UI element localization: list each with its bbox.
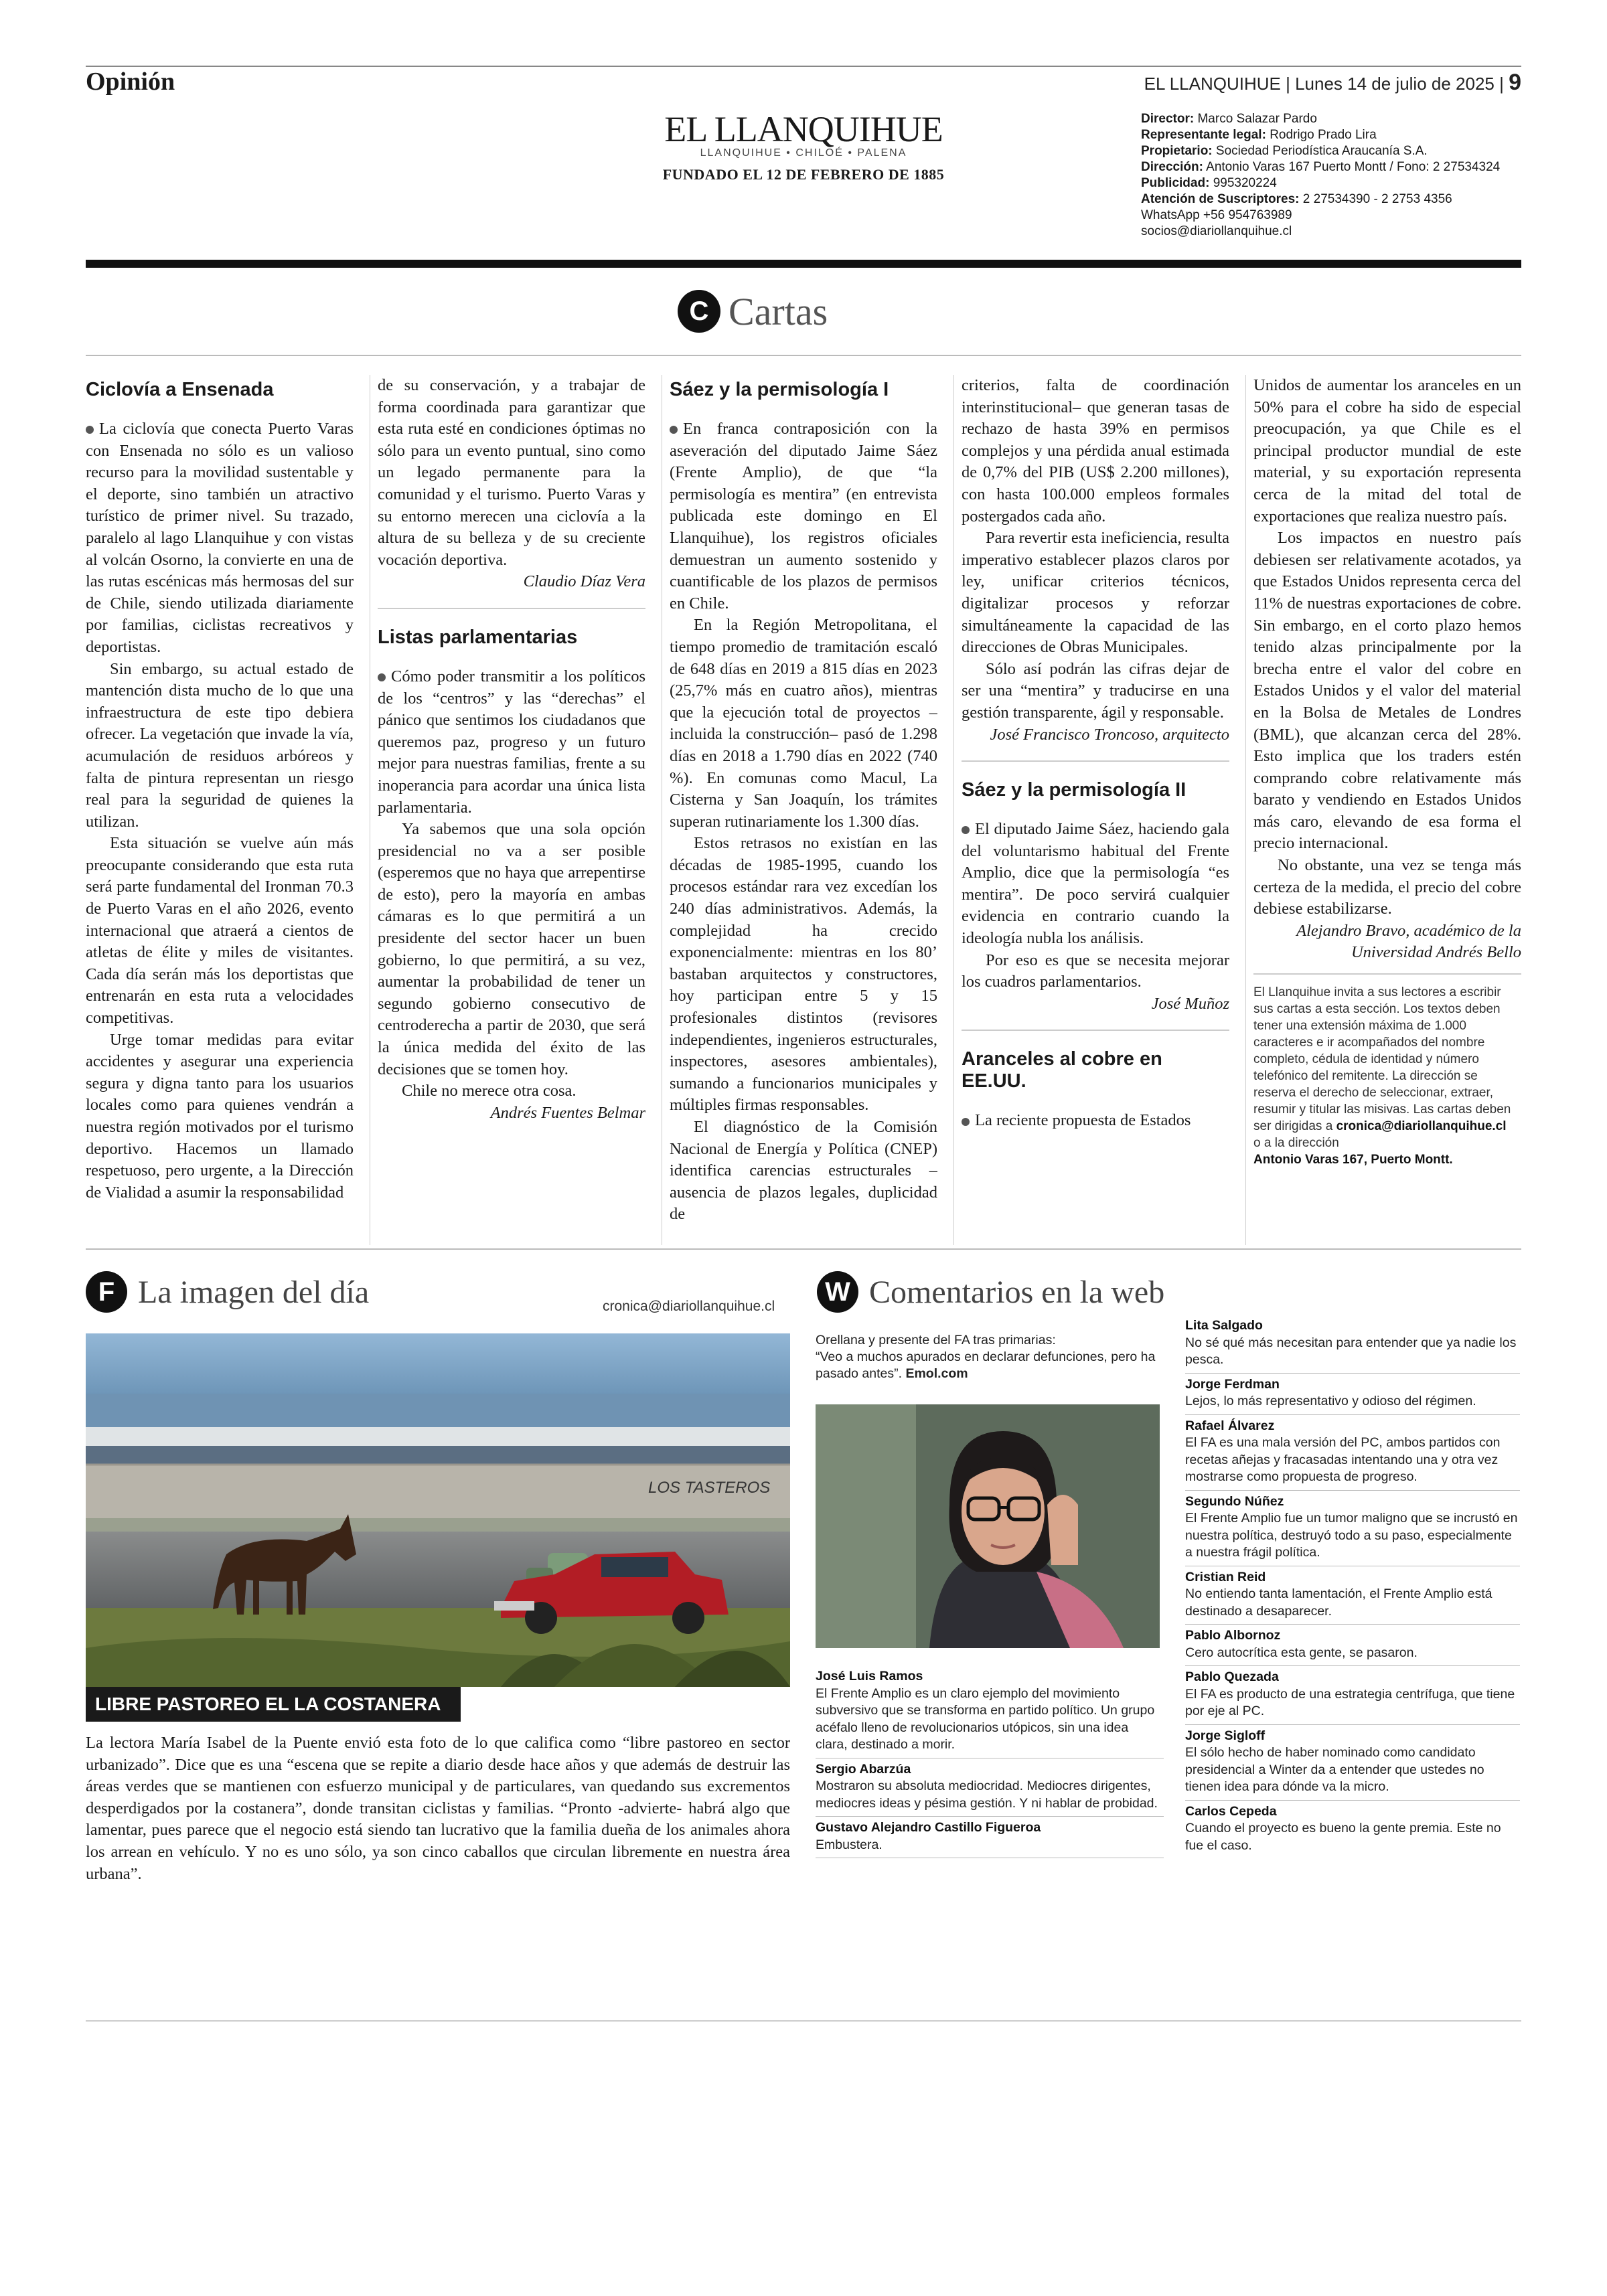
staff-line: socios@diariollanquihue.cl [1141, 224, 1292, 238]
header-top-rule [86, 66, 1521, 67]
letter-heading: Listas parlamentarias [378, 626, 578, 648]
comment-author: Sergio Abarzúa [816, 1761, 911, 1777]
bullet-icon [86, 426, 94, 434]
column-separator [1245, 375, 1246, 1245]
masthead-subtitle: LLANQUIHUE • CHILOÉ • PALENA [700, 147, 907, 159]
letter-paragraph: El diputado Jaime Sáez, haciendo gala del voluntarismo habitual del Frente Amplio, dice que la permisología “es mentira”. De poco servirá cualquier evidencia en contrario cuando la ideología nubla los análisis. [962, 820, 1229, 948]
staff-line: Publicidad: 995320224 [1141, 176, 1277, 190]
imagen-email[interactable]: cronica@diariollanquihue.cl [603, 1299, 775, 1314]
horse-photo-illustration [86, 1333, 790, 1687]
column-3 [670, 375, 937, 1238]
web-title: Comentarios en la web [869, 1274, 1165, 1310]
imagen-heading [86, 1265, 369, 1319]
header-dateline: EL LLANQUIHUE | Lunes 14 de julio de 2025 | 9 [1144, 70, 1521, 95]
comment-item [1185, 1801, 1520, 1859]
comment-item [816, 1758, 1164, 1817]
page-number: 9 [1509, 70, 1521, 95]
imagen-badge-icon: F [86, 1271, 127, 1313]
comments-right [1185, 1315, 1520, 1858]
comment-text: Mostraron su absoluta mediocridad. Mediocres dirigentes, mediocres ideas y pésima gestión. Y ni hablar de probidad. [816, 1779, 1158, 1811]
staff-box [1141, 111, 1543, 240]
comment-item [816, 1665, 1164, 1758]
section-label: Opinión [86, 68, 175, 96]
comment-item [1185, 1725, 1520, 1801]
letter-paragraph: Sólo así podrán las cifras dejar de ser una “mentira” y traducirse en una gestión transparente, ágil y responsable. [962, 659, 1229, 722]
paper-name: EL LLANQUIHUE [1144, 74, 1281, 94]
comment-author: Pablo Quezada [1185, 1669, 1279, 1684]
politician-photo-illustration [816, 1404, 1160, 1648]
masthead-founded: FUNDADO EL 12 DE FEBRERO DE 1885 [662, 166, 945, 183]
staff-line: Dirección: Antonio Varas 167 Puerto Montt / Fono: 2 27534324 [1141, 160, 1501, 174]
comment-author: José Luis Ramos [816, 1669, 923, 1684]
letter-heading: Sáez y la permisología I [670, 379, 889, 400]
comment-item [1185, 1491, 1520, 1566]
issue-date: Lunes 14 de julio de 2025 [1295, 74, 1495, 94]
cartas-rule [86, 355, 1521, 356]
comment-item [1185, 1315, 1520, 1374]
letters-email-link[interactable]: cronica@diariollanquihue.cl [1336, 1119, 1507, 1134]
comment-author: Rafael Álvarez [1185, 1418, 1275, 1433]
comment-author: Lita Salgado [1185, 1318, 1263, 1333]
letter-divider [962, 760, 1229, 762]
letter-paragraph: En franca contraposición con la aseveración del diputado Jaime Sáez (Frente Amplio), de que “la permisología es mentira” (en entrevista publicada este domingo en El Llanquihue), los registros oficiales demuestran un aumento sostenido y cuantificable de los plazos de permisos en Chile. [670, 420, 937, 612]
staff-line: WhatsApp +56 954763989 [1141, 208, 1292, 222]
letter-author: Alejandro Bravo, académico de la Universidad Andrés Bello [1296, 921, 1521, 962]
letter-divider [378, 608, 645, 609]
staff-line: Representante legal: Rodrigo Prado Lira [1141, 128, 1377, 142]
masthead [656, 108, 951, 183]
letter-heading: Sáez y la permisología II [962, 779, 1187, 801]
wall-graffiti: LOS TASTEROS [648, 1479, 771, 1497]
cartas-badge-icon: C [678, 290, 720, 333]
column-1 [86, 375, 354, 1238]
comment-author: Pablo Albornoz [1185, 1628, 1281, 1643]
imagen-text: La lectora María Isabel de la Puente envió esta foto de lo que califica como “libre pastoreo en sector urbanizado”. Dice que es una “escena que se repite a diario desde hace años y que además de destruir las áreas verdes que se mantienen con esfuerzo municipal y de particulares, van quedando sus excrementos desperdigados por la costanera”, donde transitan ciclistas y familias. “Pronto -advierte- habrá algo que lamentar, pues parece que el negocio está siendo tan lucrativo que la familia dueña de los animales ahora los arrean en vehículo. Y no es uno sólo, ya son cinco caballos que circulan libremente en nuestra área urbana”. [86, 1734, 790, 1883]
comment-text: El sólo hecho de haber nominado como candidato presidencial a Winter da a entender que ustedes no tienen idea para dónde va la micro. [1185, 1745, 1484, 1794]
web-source[interactable]: Emol.com [905, 1366, 968, 1381]
column-2 [378, 375, 645, 1238]
section-rule [86, 1248, 1521, 1250]
comment-author: Jorge Sigloff [1185, 1728, 1266, 1743]
staff-line: Propietario: Sociedad Periodística Araucanía S.A. [1141, 144, 1428, 158]
letter-paragraph: Sin embargo, su actual estado de mantención dista mucho de lo que una infraestructura de este tipo debiera ofrecer. La vegetación que invade la vía, acumulación de residuos arbóreos y falta de pintura representan un riesgo real para la seguridad de quienes la utilizan. [86, 659, 354, 831]
comment-item [1185, 1666, 1520, 1725]
column-separator [953, 375, 954, 1245]
letter-paragraph: No obstante, una vez se tenga más certeza de la medida, el precio del cobre debiese estabilizarse. [1253, 856, 1521, 918]
comment-item [1185, 1625, 1520, 1666]
comment-item [1185, 1374, 1520, 1415]
letter-divider [962, 1030, 1229, 1031]
letter-paragraph: de su conservación, y a trabajar de forma coordinada para garantizar que esta ruta esté en condiciones óptimas no sólo para un evento puntual, sino como un legado permanente para la comunidad y el turismo. Puerto Varas y su entorno merecen una ciclovía a la altura de su belleza y de su creciente vocación deportiva. [378, 376, 645, 569]
bullet-icon [378, 673, 386, 681]
comment-text: El FA es producto de una estrategia centrífuga, que tiene por eje al PC. [1185, 1686, 1515, 1718]
bullet-icon [962, 1118, 970, 1126]
comment-author: Carlos Cepeda [1185, 1803, 1277, 1819]
letter-paragraph: criterios, falta de coordinación interinstitucional– que generan tasas de rechazo de hasta 39% en permisos complejos y una pérdida anual estimada de 0,7% del PIB (US$ 2.200 millones), con hasta 100.000 empleos formales postergados cada año. [962, 376, 1229, 525]
header-bar [86, 260, 1521, 268]
letter-paragraph: Estos retrasos no existían en las décadas de 1985-1995, cuando los procesos estándar rara vez excedían los 240 días administrativos. Además, la complejidad ha crecido exponencialmente: mientras en los 80’ bastaban arquitectos y constructores, hoy participan entre 5 y 15 profesionales distintos (revisores independientes, ingenieros estructurales, inspectores, asesores ambientales), sumando a funcionarios municipales y múltiples firmas responsables. [670, 834, 937, 1115]
letter-paragraph: La reciente propuesta de Estados [962, 1110, 1229, 1132]
comment-text: No sé qué más necesitan para entender que ya nadie los pesca. [1185, 1335, 1517, 1367]
comment-text: Cuando el proyecto es bueno la gente premia. Este no fue el caso. [1185, 1821, 1501, 1853]
letter-author: José Muñoz [1151, 994, 1229, 1013]
column-5 [1253, 375, 1521, 1238]
letter-paragraph: Ya sabemos que una sola opción presidencial no va a ser posible (esperemos que no haya que arrepentirse de esto), pero la mayoría en ambas cámaras es lo que permitirá a un presidente del sector hacer un buen gobierno, lo que permitirá, a su vez, aumentar la probabilidad de tener un segundo gobierno consecutivo de centroderecha a partir de 2030, que será la única medida del éxito de las decisiones que se tomen hoy. [378, 820, 645, 1078]
comment-author: Cristian Reid [1185, 1569, 1266, 1584]
letter-paragraph: Unidos de aumentar los aranceles en un 50% para el cobre ha sido de especial preocupación, ya que Chile es el principal productor mundial de este material, y su exportación representa cerca de la mitad del total de exportaciones que realiza nuestro país. [1253, 376, 1521, 525]
letters-address: Antonio Varas 167, Puerto Montt. [1253, 1153, 1453, 1167]
cartas-title: Cartas [729, 289, 828, 333]
politician-photo [816, 1404, 1160, 1648]
letter-divider [1253, 973, 1521, 975]
letter-heading: Ciclovía a Ensenada [86, 379, 274, 400]
letter-paragraph: Para revertir esta ineficiencia, resulta imperativo establecer plazos claros por ley, unificar criterios técnicos, digitalizar procesos y reforzar simultáneamente la capacidad de las direcciones de Obras Municipales. [962, 529, 1229, 657]
bullet-icon [670, 426, 678, 434]
letter-paragraph: Cómo poder transmitir a los políticos de los “centros” y las “derechas” el pánico que sentimos los ciudadanos que queremos paz, progreso y un futuro mejor para nuestras familias, frente a su inoperancia para acordar una única lista parlamentaria. [378, 667, 645, 817]
web-quote: Orellana y presente del FA tras primarias: “Veo a muchos apurados en declarar defunciones, pero ha pasado antes”. Emol.com [816, 1333, 1156, 1381]
letter-paragraph: La ciclovía que conecta Puerto Varas con Ensenada no sólo es un valioso recurso para la movilidad sustentable y el deporte, sino también un atractivo turístico de primer nivel. Su trazado, paralelo al lago Llanquihue y con vistas al volcán Osorno, la convierte en una de las rutas escénicas más hermosas del sur de Chile, siendo utilizada diariamente por familias, ciclistas recreativos y deportistas. [86, 420, 354, 656]
web-heading [817, 1265, 1164, 1319]
comment-text: Cero autocrítica esta gente, se pasaron. [1185, 1645, 1418, 1660]
letter-paragraph: Por eso es que se necesita mejorar los cuadros parlamentarios. [962, 951, 1229, 991]
web-badge-icon: W [817, 1271, 858, 1313]
letter-author: José Francisco Troncoso, arquitecto [990, 725, 1229, 744]
photo-caption: LIBRE PASTOREO EL LA COSTANERA [86, 1687, 461, 1722]
cartas-heading [678, 284, 828, 338]
comment-author: Jorge Ferdman [1185, 1376, 1280, 1392]
imagen-title: La imagen del día [138, 1274, 370, 1310]
staff-line: Atención de Suscriptores: 2 27534390 - 2 2753 4356 [1141, 192, 1452, 206]
comment-author: Segundo Núñez [1185, 1493, 1284, 1509]
comment-item [1185, 1415, 1520, 1491]
bullet-icon [962, 826, 970, 834]
letter-author: Claudio Díaz Vera [523, 572, 645, 591]
letter-paragraph: El diagnóstico de la Comisión Nacional de Energía y Política (CNEP) identifica carencias estructurales –ausencia de plazos legales, duplicidad de [670, 1118, 937, 1224]
letter-heading: Aranceles al cobre en EE.UU. [962, 1048, 1162, 1092]
comment-text: No entiendo tanta lamentación, el Frente Amplio está destinado a desaparecer. [1185, 1586, 1493, 1619]
letter-author: Andrés Fuentes Belmar [490, 1103, 645, 1122]
horse-photo [86, 1333, 790, 1687]
comment-item [1185, 1566, 1520, 1625]
letter-paragraph: Esta situación se vuelve aún más preocupante considerando que esta ruta será parte fundamental del Ironman 70.3 de Puerto Varas en el año 2026, evento internacional que atraerá a cientos de atletas de élite y miles de visitantes. Cada día serán más los deportistas que entrenarán en esta ruta a velocidades competitivas. [86, 834, 354, 1028]
masthead-title: EL LLANQUIHUE [664, 109, 943, 149]
comment-text: El FA es una mala versión del PC, ambos partidos con recetas añejas y fracasadas intentando una y otra vez mostrarse como propuesta de progreso. [1185, 1435, 1501, 1484]
comment-text: El Frente Amplio es un claro ejemplo del movimiento subversivo que se transforma en partido político. Un grupo acéfalo lleno de revolucionarios utópicos, sin una idea clara, destinado a morir. [816, 1686, 1155, 1752]
letters-note: El Llanquihue invita a sus lectores a escribir sus cartas a esta sección. Los textos deben tener una extensión máxima de 1.000 caracteres e ir acompañados del nombre completo, cédula de identidad y número telefónico del remitente. La dirección se reserva el derecho de seleccionar, extraer, resumir y titular las misivas. Las cartas deben ser dirigidas a cronica@diariollanquihue.cl o a la dirección Antonio Varas 167, Puerto Montt. [1253, 985, 1511, 1167]
letter-paragraph: Chile no merece otra cosa. [402, 1082, 577, 1100]
column-4 [962, 375, 1229, 1238]
letter-paragraph: Los impactos en nuestro país debiesen ser relativamente acotados, ya que Estados Unidos representa cerca del 11% de nuestras exportaciones de cobre. Sin embargo, en el corto plazo hemos tenido alzas principalmente por la brecha entre el valor del cobre en Estados Unidos y el valor del material en la Bolsa de Metales de Londres (BML), que alcanzan cerca del 28%. Esto implica que los traders estén comprando cobre relativamente más barato y vendiendo en Estados Unidos más caro, elevando de esa forma el precio internacional. [1253, 529, 1521, 853]
comments-left [816, 1665, 1164, 1858]
comment-text: Embustera. [816, 1837, 883, 1852]
letter-paragraph: En la Región Metropolitana, el tiempo promedio de tramitación escaló de 648 días en 2019 a 815 días en 2023 (25,7% más en cuatro años), mientras que la ejecución total de proyectos –incluida la construcción– pasó de 1.298 días en 2018 a 1.790 días en 2022 (740 %). En comunas como Macul, La Cisterna y San Joaquín, los trámites superan rutinariamente los 1.300 días. [670, 616, 937, 831]
comment-text: Lejos, lo más representativo y odioso del régimen. [1185, 1394, 1476, 1408]
comment-text: El Frente Amplio fue un tumor maligno que se incrustó en nuestra política, destruyó todo a su paso, especialmente a nuestra frágil política. [1185, 1511, 1518, 1560]
comment-item [816, 1817, 1164, 1858]
letter-paragraph: Urge tomar medidas para evitar accidentes y asegurar una experiencia segura y digna tanto para los usuarios locales como para quienes vendrán a nuestra región motivados por el turismo deportivo. Hacemos un llamado respetuoso, pero urgente, a la Dirección de Vialidad a asumir la responsabilidad [86, 1030, 354, 1202]
staff-line: Director: Marco Salazar Pardo [1141, 112, 1317, 126]
footer-rule [86, 2020, 1521, 2022]
comment-author: Gustavo Alejandro Castillo Figueroa [816, 1820, 1041, 1835]
